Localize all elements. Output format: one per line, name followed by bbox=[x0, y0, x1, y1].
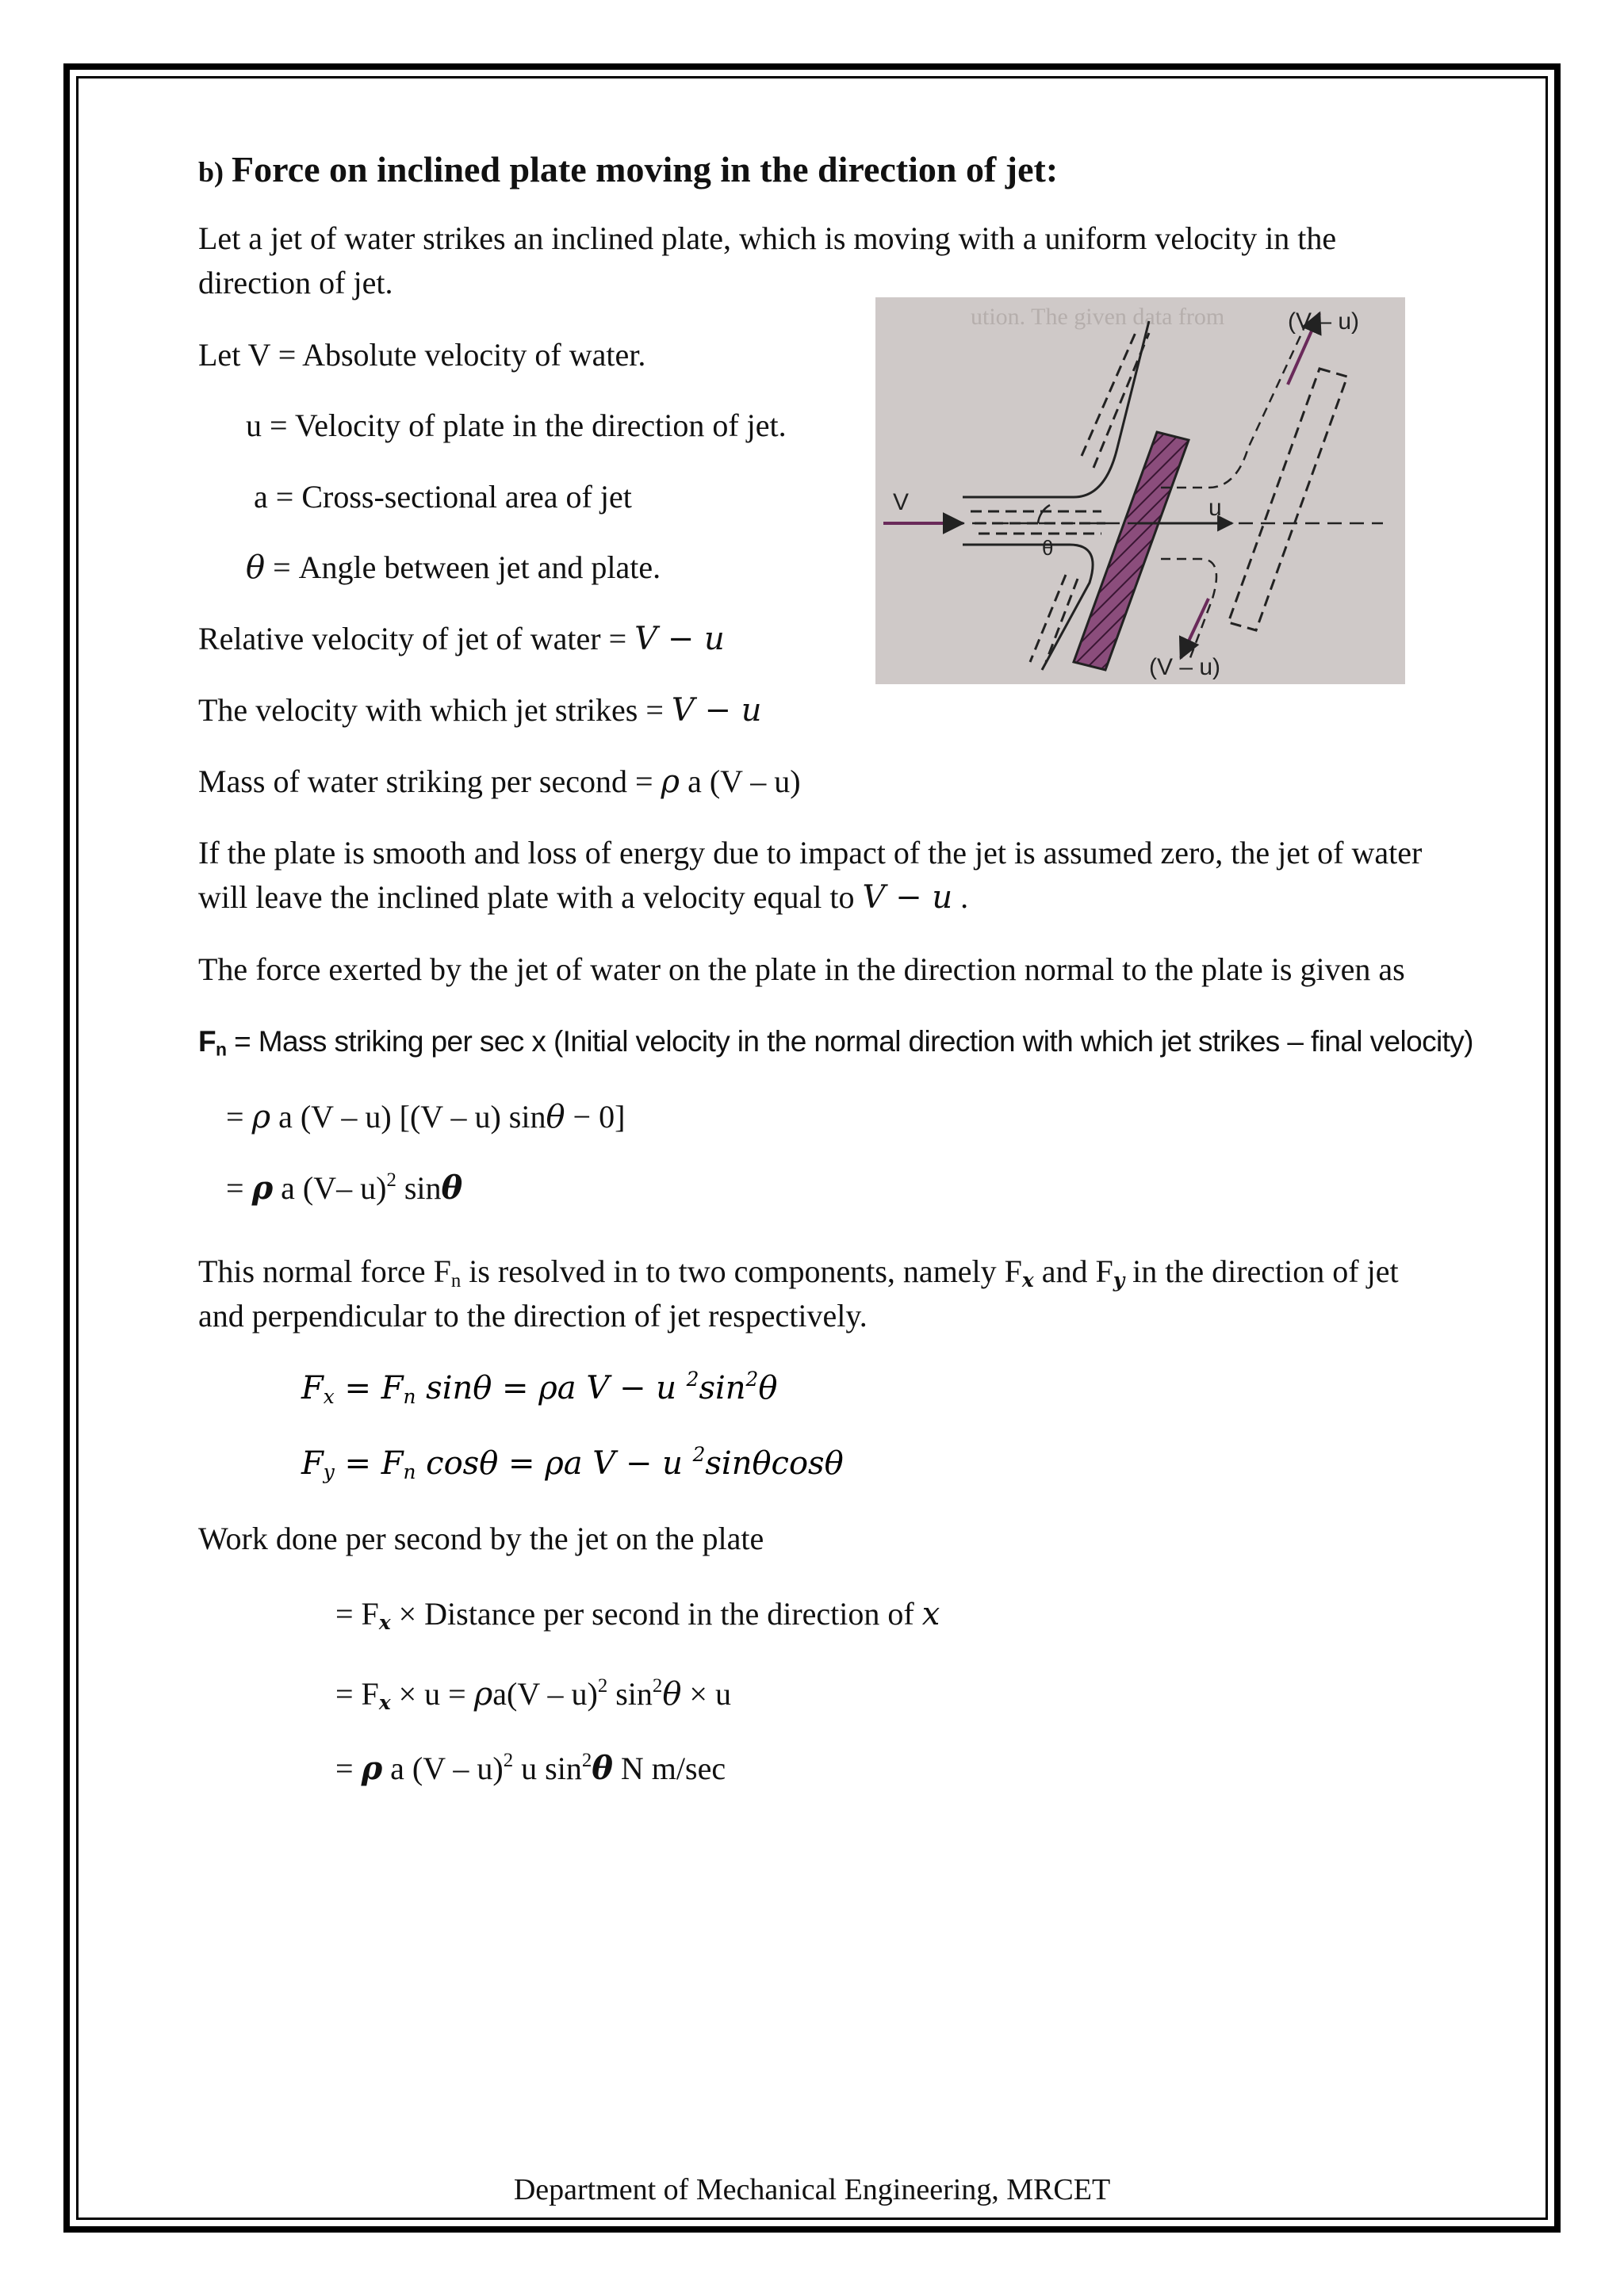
work2-c: a(V – u) bbox=[492, 1676, 598, 1712]
fy-F: F bbox=[301, 1445, 324, 1482]
fy-equation bbox=[301, 1442, 844, 1484]
mass-rest: a (V – u) bbox=[680, 763, 801, 799]
smooth-plate-text: will leave the inclined plate with a velocity equal to bbox=[198, 879, 863, 915]
work2-sub-x: x bbox=[378, 1691, 391, 1715]
work2-rho: ρ bbox=[473, 1676, 493, 1712]
work2-e: × u bbox=[681, 1676, 731, 1712]
fn-eq2-sin: sin bbox=[396, 1170, 442, 1206]
relative-velocity bbox=[198, 620, 725, 658]
fn-eq2-rho: ρ bbox=[251, 1169, 274, 1207]
fn-eq2-theta: θ bbox=[441, 1169, 463, 1207]
smooth-plate-expr: V − u bbox=[862, 879, 953, 916]
strike-velocity-expr: V − u bbox=[671, 692, 762, 729]
fx-c: sin bbox=[699, 1370, 746, 1406]
label-theta: θ bbox=[1042, 536, 1054, 560]
definition-a: a = Cross-sectional area of jet bbox=[254, 479, 632, 515]
work3-rho: ρ bbox=[361, 1750, 383, 1787]
work3-a: = bbox=[335, 1751, 362, 1786]
work1-x: x bbox=[921, 1596, 940, 1632]
fn-definition bbox=[198, 1023, 1473, 1061]
fx-sub: x bbox=[323, 1385, 335, 1409]
fn-equation-2 bbox=[226, 1169, 462, 1207]
work2-d: sin bbox=[607, 1676, 653, 1712]
fy-exp: 2 bbox=[692, 1442, 706, 1466]
resolve-sub-n: n bbox=[450, 1270, 462, 1292]
intro-line-2: direction of jet. bbox=[198, 265, 393, 300]
fy-c: sinθcosθ bbox=[705, 1445, 844, 1482]
mass-text: Mass of water striking per second = bbox=[198, 763, 661, 799]
work3-d: N m/sec bbox=[612, 1751, 726, 1786]
fx-equation bbox=[301, 1369, 777, 1407]
label-u: u bbox=[1208, 495, 1222, 521]
resolve-line-2: and perpendicular to the direction of jet respectively. bbox=[198, 1298, 868, 1334]
fn-symbol: F bbox=[198, 1025, 216, 1058]
smooth-plate-line-1: If the plate is smooth and loss of energy due to impact of the jet is assumed zero, the jet of water bbox=[198, 835, 1423, 871]
fy-a: = F bbox=[334, 1445, 404, 1482]
inclined-plate-figure bbox=[875, 297, 1405, 684]
relative-velocity-text: Relative velocity of jet of water = bbox=[198, 621, 635, 656]
work2-e2: 2 bbox=[652, 1674, 663, 1697]
fn-equation-1 bbox=[226, 1098, 625, 1136]
period: . bbox=[952, 879, 969, 915]
work-equation-3 bbox=[335, 1750, 726, 1788]
heading-title: Force on inclined plate moving in the direction of jet: bbox=[232, 149, 1059, 189]
fn-eq1-lead: = bbox=[226, 1099, 252, 1135]
fx-d: θ bbox=[758, 1370, 778, 1406]
inclined-plate bbox=[1074, 432, 1189, 670]
section-heading bbox=[198, 147, 1058, 194]
work1-a: = F bbox=[335, 1596, 379, 1632]
strike-velocity-text: The velocity with which jet strikes = bbox=[198, 692, 672, 728]
fn-eq2-lead: = bbox=[226, 1170, 252, 1206]
definition-theta bbox=[246, 549, 661, 587]
work1-sub-x: x bbox=[378, 1611, 391, 1635]
resolve-text-a: This normal force F bbox=[198, 1253, 451, 1289]
work3-e2: 2 bbox=[581, 1749, 592, 1771]
fy-n: n bbox=[403, 1460, 416, 1484]
work-equation-1 bbox=[335, 1595, 940, 1633]
fx-n: n bbox=[403, 1385, 416, 1409]
label-bottom: (V – u) bbox=[1149, 654, 1221, 680]
work2-e1: 2 bbox=[597, 1674, 608, 1697]
work3-c: u sin bbox=[513, 1751, 582, 1786]
rho-symbol: ρ bbox=[661, 763, 680, 800]
work-intro: Work done per second by the jet on the plate bbox=[198, 1521, 764, 1556]
work3-b: a (V – u) bbox=[382, 1751, 504, 1786]
work2-theta: θ bbox=[662, 1676, 682, 1712]
definition-theta-text: = Angle between jet and plate. bbox=[265, 549, 661, 585]
work2-b: × u = bbox=[390, 1676, 474, 1712]
fy-sub: y bbox=[323, 1460, 335, 1484]
work-equation-2 bbox=[335, 1675, 731, 1713]
theta-arc bbox=[1038, 505, 1050, 523]
fx-b: sinθ = ρa V − u bbox=[416, 1370, 687, 1406]
heading-label: b) bbox=[198, 156, 224, 188]
work3-e1: 2 bbox=[503, 1749, 514, 1771]
work2-a: = F bbox=[335, 1676, 379, 1712]
exit-arrow-bottom bbox=[1181, 599, 1208, 658]
page-footer: Department of Mechanical Engineering, MRCET bbox=[513, 2173, 1111, 2206]
bleed-text: ution. The given data from bbox=[971, 304, 1225, 330]
definition-u: u = Velocity of plate in the direction of jet. bbox=[246, 408, 787, 443]
normal-force-intro: The force exerted by the jet of water on the plate in the direction normal to the plate is given as bbox=[198, 951, 1405, 987]
resolve-sub-x: x bbox=[1021, 1269, 1034, 1292]
fx-a: = F bbox=[334, 1370, 404, 1406]
resolve-text-d: in the direction of jet bbox=[1124, 1253, 1399, 1289]
mass-per-second bbox=[198, 763, 801, 801]
fn-sub: n bbox=[216, 1039, 227, 1060]
label-top: (V – u) bbox=[1288, 308, 1360, 335]
fn-definition-text: = Mass striking per sec x (Initial velocity in the normal direction with which jet strikes – final velocity) bbox=[226, 1025, 1473, 1058]
fn-eq1-theta: θ bbox=[546, 1099, 565, 1135]
relative-velocity-expr: V − u bbox=[634, 621, 725, 657]
fn-eq2-mid: a (V– u) bbox=[273, 1170, 387, 1206]
fx-exp2: 2 bbox=[745, 1367, 759, 1391]
fx-exp: 2 bbox=[686, 1367, 699, 1391]
fn-eq2-exp: 2 bbox=[386, 1169, 396, 1191]
fn-eq1-rho: ρ bbox=[251, 1099, 271, 1135]
definition-v: Let V = Absolute velocity of water. bbox=[198, 337, 646, 373]
fx-F: F bbox=[301, 1370, 324, 1406]
smooth-plate-line-2 bbox=[198, 878, 968, 916]
strike-velocity bbox=[198, 691, 761, 729]
fn-eq1-tail: − 0] bbox=[565, 1099, 626, 1135]
theta-symbol: θ bbox=[246, 549, 266, 586]
resolve-line-1 bbox=[198, 1253, 1399, 1291]
inclined-plate-diagram bbox=[875, 297, 1405, 684]
fn-eq1-rest: a (V – u) [(V – u) sin bbox=[270, 1099, 546, 1135]
fy-b: cosθ = ρa V − u bbox=[416, 1445, 693, 1482]
resolve-sub-y: y bbox=[1113, 1269, 1125, 1292]
work3-theta: θ bbox=[592, 1750, 613, 1787]
resolve-text-c: and F bbox=[1033, 1253, 1113, 1289]
resolve-text-b: is resolved in to two components, namely F bbox=[461, 1253, 1022, 1289]
work1-b: × Distance per second in the direction of bbox=[390, 1596, 922, 1632]
intro-line-1: Let a jet of water strikes an inclined plate, which is moving with a uniform velocity in the bbox=[198, 220, 1337, 256]
label-v: V bbox=[893, 489, 910, 515]
displaced-plate bbox=[1228, 369, 1347, 630]
